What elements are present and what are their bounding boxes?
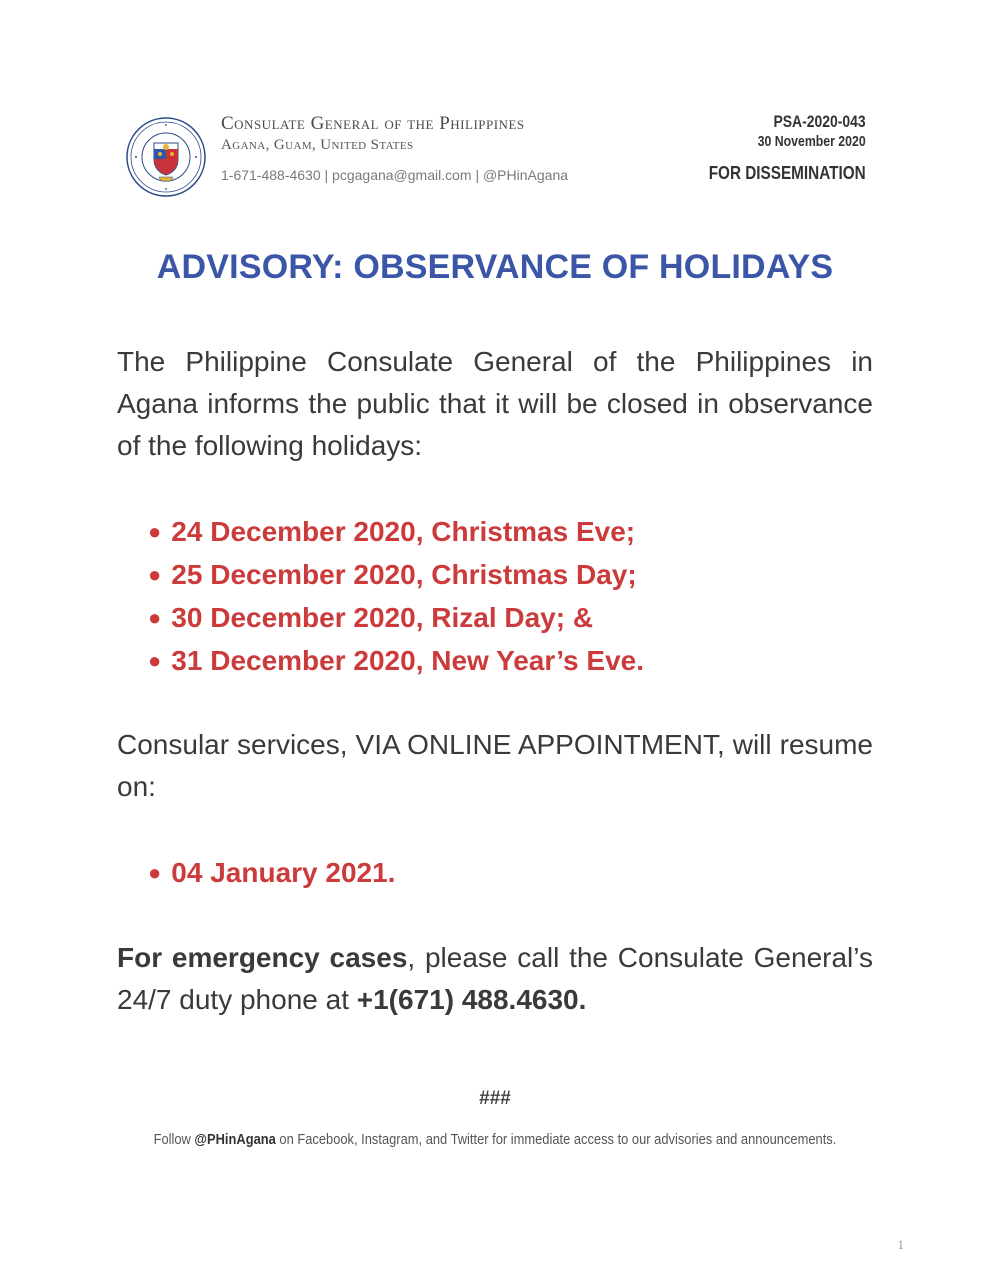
list-item: ● 24 December 2020, Christmas Eve; <box>148 516 636 547</box>
org-contact: 1-671-488-4630 | pcgagana@gmail.com | @PHinAgana <box>221 167 569 183</box>
services-paragraph: Consular services, VIA ONLINE APPOINTMENT, will resume on: <box>117 729 873 802</box>
bullet-icon: ● <box>148 562 162 587</box>
bullet-icon: ● <box>148 605 162 630</box>
bullet-icon: ● <box>148 860 162 885</box>
list-item: ● 25 December 2020, Christmas Day; <box>148 559 637 590</box>
follow-note: Follow @PHinAgana on Facebook, Instagram, and Twitter for immediate access to our advisories and announcements. <box>153 1131 837 1148</box>
list-item: ● 30 December 2020, Rizal Day; & <box>148 602 594 633</box>
reference-block <box>681 112 866 184</box>
list-item: ● 04 January 2021. <box>148 857 396 888</box>
dissemination-label: FOR DISSEMINATION <box>709 163 866 183</box>
org-name: Consulate General of the Philippines <box>221 113 525 134</box>
emergency-text: , please call the Consulate General’s 24/7 duty phone at <box>117 942 873 1015</box>
reference-code: PSA-2020-043 <box>773 112 866 131</box>
end-mark: ### <box>479 1088 511 1109</box>
advisory-title: ADVISORY: OBSERVANCE OF HOLIDAYS <box>156 248 834 286</box>
intro-paragraph: The Philippine Consulate General of the Philippines in Agana informs the public that it will be closed in observance of the following holidays: <box>117 346 873 461</box>
page-number: 1 <box>897 1237 904 1252</box>
emergency-paragraph <box>117 937 873 1021</box>
reference-date: 30 November 2020 <box>757 133 866 150</box>
list-item: ● 31 December 2020, New Year’s Eve. <box>148 645 645 676</box>
org-block <box>221 112 651 184</box>
bullet-icon: ● <box>148 648 162 673</box>
bullet-icon: ● <box>148 519 162 544</box>
emergency-phone: +1(671) 488.4630. <box>356 984 587 1015</box>
social-handle: @PHinAgana <box>194 1131 276 1148</box>
resume-list <box>148 851 395 894</box>
holiday-list <box>148 510 644 682</box>
emergency-lead: For emergency cases <box>117 942 408 973</box>
consulate-seal-icon <box>126 117 206 197</box>
org-location: Agana, Guam, United States <box>221 137 414 153</box>
